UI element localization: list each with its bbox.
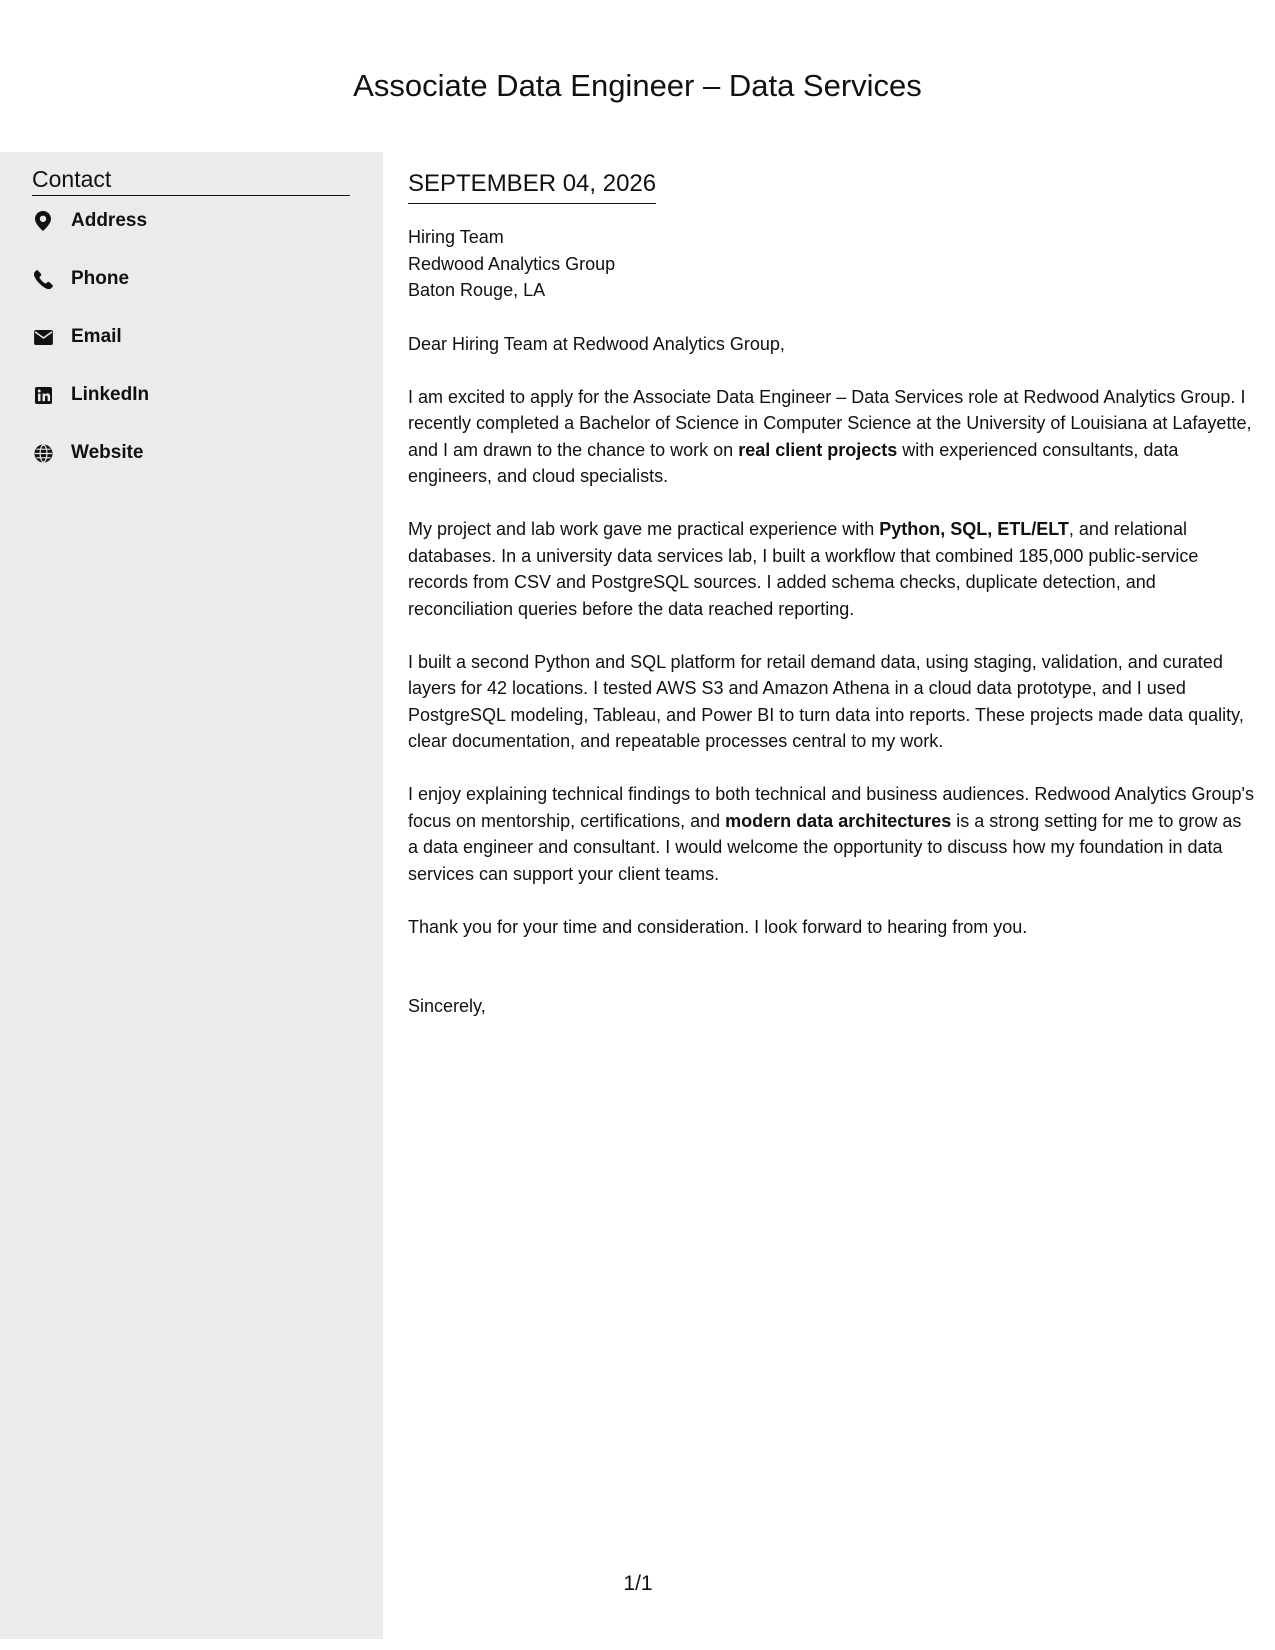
contact-list <box>32 210 149 500</box>
emphasis: Python, SQL, ETL/ELT <box>879 519 1069 539</box>
contact-item-address[interactable] <box>32 210 149 268</box>
contact-heading: Contact <box>32 166 350 196</box>
contact-label: Email <box>71 326 122 347</box>
globe-icon <box>32 442 54 464</box>
recipient-line: Baton Rouge, LA <box>408 280 546 300</box>
emphasis: real client projects <box>738 439 898 460</box>
paragraph-4: I enjoy explaining technical findings to both technical and business audiences. Redwood Analytics Group's focus on mentorship, certifications, and modern data architectures is a strong setting for me to grow as a data engineer and consultant. I would welcome the opportunity to discuss how my foundation in data services can support your client teams. <box>408 784 1254 884</box>
paragraph-5: Thank you for your time and consideration. I look forward to hearing from you. <box>408 916 1028 937</box>
contact-item-email[interactable] <box>32 326 149 384</box>
contact-label: Address <box>71 210 148 231</box>
emphasis: modern data architectures <box>725 810 952 831</box>
contact-label: LinkedIn <box>71 384 150 405</box>
contact-sidebar <box>0 152 383 1639</box>
salutation: Dear Hiring Team at Redwood Analytics Group, <box>408 333 785 354</box>
envelope-icon <box>32 326 54 348</box>
contact-item-website[interactable] <box>32 442 149 500</box>
contact-item-linkedin[interactable] <box>32 384 149 442</box>
phone-icon <box>32 268 54 290</box>
paragraph-2: My project and lab work gave me practical experience with Python, SQL, ETL/ELT, and relational databases. In a university data services lab, I built a workflow that combined 185,000 public-service records from CSV and PostgreSQL sources. I added schema checks, duplicate detection, and reconciliation queries before the data reached reporting. <box>408 519 1199 619</box>
recipient-block <box>408 224 1254 304</box>
closing: Sincerely, <box>408 996 486 1016</box>
paragraph-3: I built a second Python and SQL platform for retail demand data, using staging, validation, and curated layers for 42 locations. I tested AWS S3 and Amazon Athena in a cloud data prototype, and I used PostgreSQL modeling, Tableau, and Power BI to turn data into reports. These projects made data quality, clear documentation, and repeatable processes central to my work. <box>408 651 1244 751</box>
letter-body <box>408 152 1254 1020</box>
recipient-line: Hiring Team <box>408 227 504 247</box>
letter-date: SEPTEMBER 04, 2026 <box>408 170 656 204</box>
contact-label: Website <box>71 442 144 463</box>
page-title: Associate Data Engineer – Data Services <box>353 68 922 103</box>
paragraph-1: I am excited to apply for the Associate Data Engineer – Data Services role at Redwood Analytics Group. I recently completed a Bachelor of Science in Computer Science at the University of Louisiana at Lafayette, and I am drawn to the chance to work on real client projects with experienced consultants, data engineers, and cloud specialists. <box>408 386 1252 486</box>
page-indicator: 1/1 <box>623 1572 653 1595</box>
map-pin-icon <box>32 210 54 232</box>
recipient-line: Redwood Analytics Group <box>408 253 616 274</box>
linkedin-icon <box>32 384 54 406</box>
contact-label: Phone <box>71 268 130 289</box>
contact-item-phone[interactable] <box>32 268 149 326</box>
